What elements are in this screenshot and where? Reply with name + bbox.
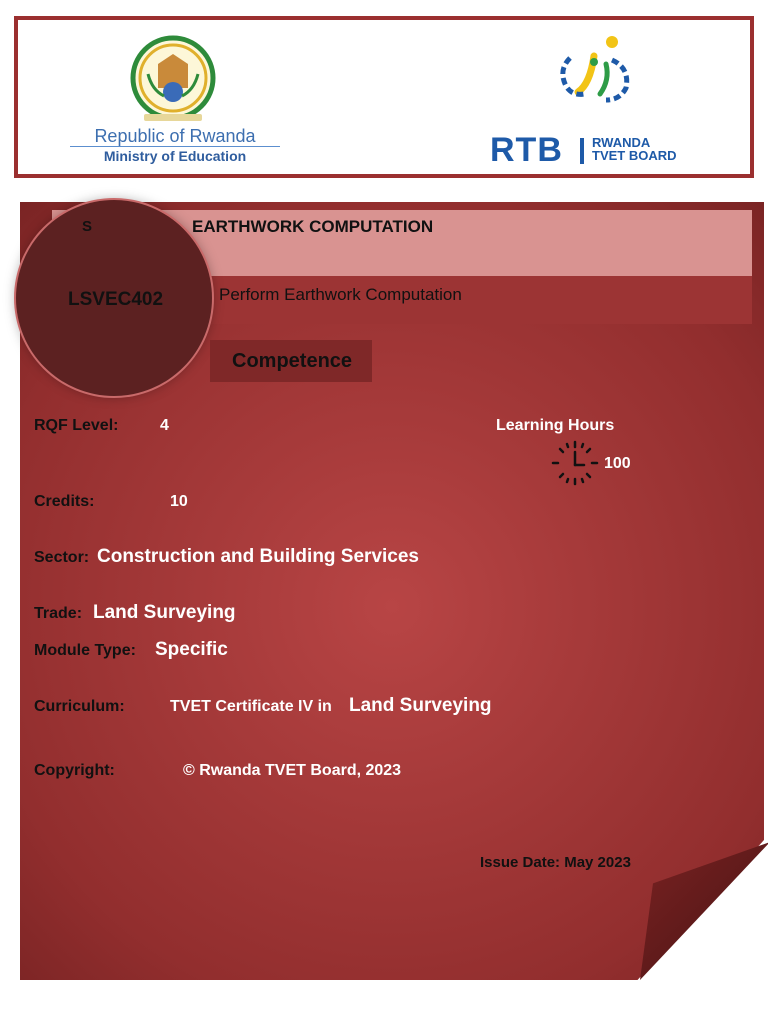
rqf-level-value: 4 [160, 417, 169, 434]
rwanda-coat-of-arms-icon [112, 34, 234, 126]
rtb-line2: TVET BOARD [592, 148, 677, 163]
module-subtitle: Perform Earthwork Computation [219, 285, 462, 304]
curriculum-prefix: TVET Certificate IV in [170, 698, 332, 715]
module-type-label: Module Type: [34, 642, 136, 659]
module-title: EARTHWORK COMPUTATION [192, 217, 434, 236]
rtb-line1: RWANDA [592, 135, 651, 150]
rtb-abbreviation: RTB [490, 131, 563, 169]
sector-label: Sector: [34, 549, 90, 566]
trade-label: Trade: [34, 605, 83, 622]
issue-date: Issue Date: May 2023 [480, 854, 631, 871]
rtb-gear-mark-icon [550, 34, 640, 124]
learning-hours-value: 100 [604, 455, 631, 472]
module-code-prefix: S [82, 218, 93, 235]
header-logos [14, 16, 754, 178]
credits-value: 10 [170, 493, 188, 510]
curriculum-label: Curriculum: [34, 698, 125, 715]
rtb-full-name [592, 136, 677, 162]
sector-value: Construction and Building Services [97, 546, 419, 567]
rtb-logo [490, 34, 730, 169]
competence-label: Competence [232, 350, 353, 372]
clock-icon [550, 440, 600, 486]
copyright-label: Copyright: [34, 762, 115, 779]
learning-hours-label: Learning Hours [496, 417, 615, 434]
trade-value: Land Surveying [93, 602, 236, 623]
rtb-divider [580, 138, 584, 164]
module-type-value: Specific [155, 639, 228, 660]
republic-of-rwanda-logo [70, 34, 280, 164]
copyright-value: © Rwanda TVET Board, 2023 [183, 762, 402, 779]
curriculum-value: Land Surveying [349, 695, 492, 716]
rqf-level-label: RQF Level: [34, 417, 119, 434]
module-code: LSVEC402 [68, 289, 164, 310]
ministry-of-education-text: Ministry of Education [70, 146, 280, 164]
republic-of-rwanda-text: Republic of Rwanda [94, 126, 256, 146]
credits-label: Credits: [34, 493, 95, 510]
